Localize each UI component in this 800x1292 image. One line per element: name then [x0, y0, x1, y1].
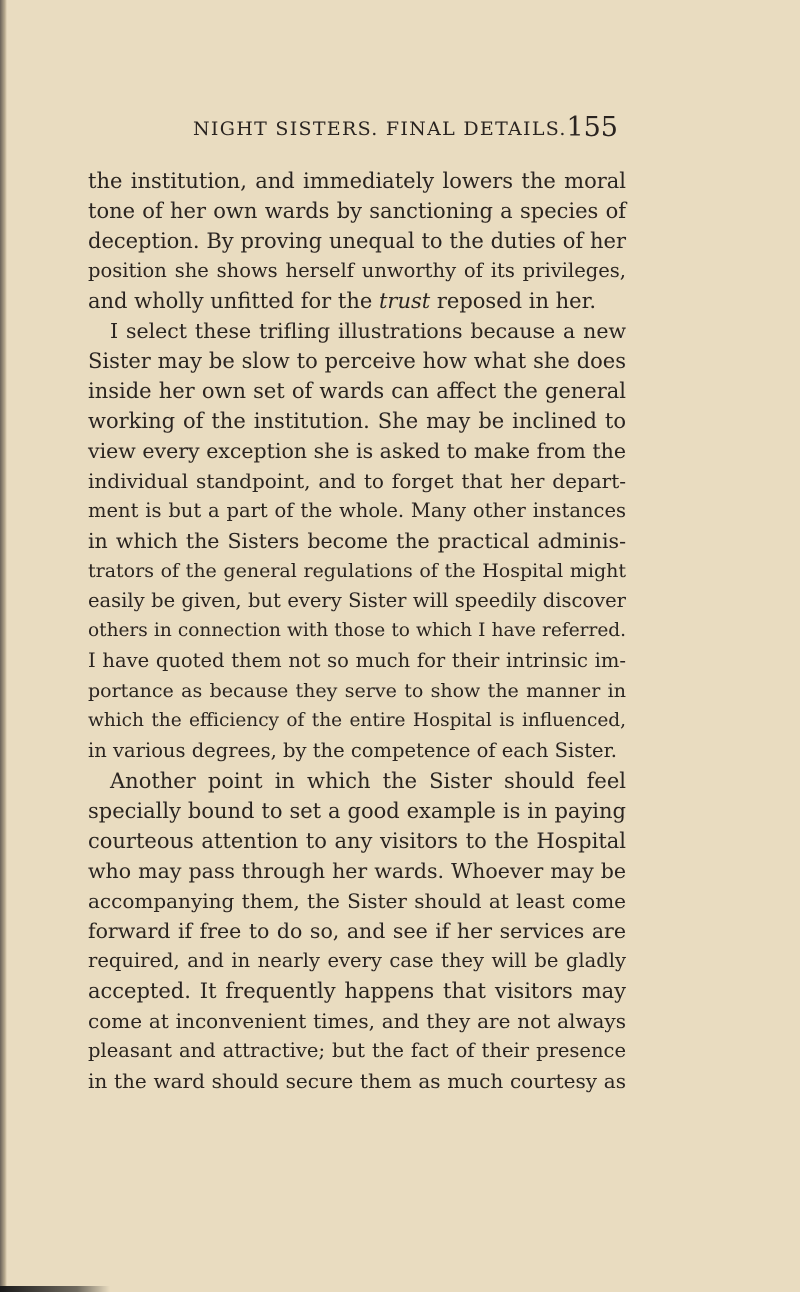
- text-line: trators of the general regulations of the Hospital might: [88, 560, 626, 582]
- text-line: which the efficiency of the entire Hospital is influenced,: [88, 710, 626, 731]
- text-line: working of the institution. She may be inclined to: [88, 409, 626, 433]
- text-line: pleasant and attractive; but the fact of their presence: [88, 1039, 626, 1062]
- text-line: I select these trifling illustrations because a new: [110, 319, 626, 343]
- text-line: tone of her own wards by sanctioning a species of: [88, 199, 626, 223]
- text-line: forward if free to do so, and see if her services are: [88, 919, 626, 943]
- text-line: others in connection with those to which I have referred.: [88, 620, 626, 641]
- text-line: accepted. It frequently happens that visitors may: [88, 979, 626, 1003]
- text-line: specially bound to set a good example is in paying: [88, 799, 626, 823]
- text-line: inside her own set of wards can affect the general: [88, 379, 626, 403]
- text-line: Another point in which the Sister should feel: [110, 769, 626, 793]
- running-head: NIGHT SISTERS. FINAL DETAILS.: [193, 118, 567, 140]
- page-header: [193, 112, 618, 148]
- text-line: come at inconvenient times, and they are not always: [88, 1009, 626, 1033]
- text-line: accompanying them, the Sister should at least come: [88, 889, 626, 913]
- text-line: position she shows herself unworthy of its privileges,: [88, 259, 626, 282]
- text-line: required, and in nearly every case they will be gladly: [88, 949, 626, 972]
- emphasized-word: trust: [378, 289, 431, 313]
- text-line: in various degrees, by the competence of each Sister.: [88, 739, 617, 762]
- text-line: [88, 286, 626, 316]
- text-line: deception. By proving unequal to the duties of her: [88, 229, 626, 253]
- page-edge-shadow: [0, 0, 7, 1292]
- text-line: I have quoted them not so much for their intrinsic im-: [88, 649, 626, 672]
- text-line: the institution, and immediately lowers the moral: [88, 169, 626, 193]
- bottom-edge-shadow: [0, 1286, 110, 1292]
- page-number: 155: [566, 112, 618, 143]
- text-line: view every exception she is asked to make from the: [88, 439, 626, 463]
- text-line: ment is but a part of the whole. Many other instances: [88, 499, 626, 522]
- text-line: portance as because they serve to show the manner in: [88, 680, 626, 702]
- text-line: who may pass through her wards. Whoever may be: [88, 859, 626, 883]
- text-line: easily be given, but every Sister will speedily discover: [88, 589, 626, 612]
- text-line: in the ward should secure them as much courtesy as: [88, 1069, 626, 1093]
- text-line: Sister may be slow to perceive how what she does: [88, 349, 626, 373]
- text-fragment: and wholly unfitted for the: [88, 289, 379, 313]
- text-line: courteous attention to any visitors to the Hospital: [88, 829, 626, 853]
- text-line: individual standpoint, and to forget that her depart-: [88, 469, 626, 493]
- text-fragment: reposed in her.: [430, 289, 597, 313]
- body-text: [88, 166, 626, 1096]
- text-line: in which the Sisters become the practical adminis-: [88, 529, 626, 553]
